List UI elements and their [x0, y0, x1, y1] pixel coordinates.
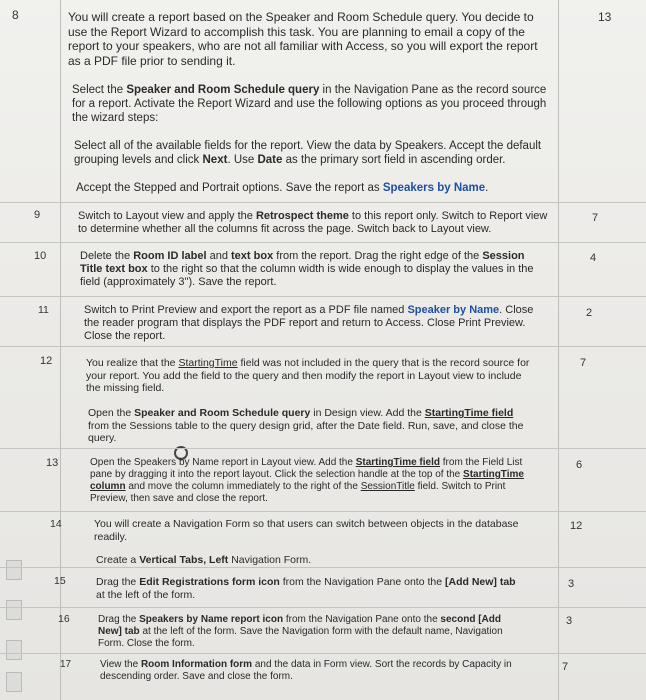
paragraph: Select the Speaker and Room Schedule query in the Navigation Pane as the record source for a report. Activate the Report Wizard and use the following options as you proceed through the wizard steps:: [72, 84, 547, 124]
step-number: 8: [12, 8, 19, 22]
step-number: 14: [50, 518, 62, 530]
step-text: [94, 518, 524, 551]
step-text: Delete the Room ID label and text box from the report. Drag the right edge of the Session Title text box to the right so that the column width is wide enough to display the values in the field (approximately 3"). Save the report.: [80, 250, 534, 288]
table-row-15: [0, 568, 646, 608]
points-value: 6: [576, 459, 583, 471]
table-row-12: [0, 347, 646, 449]
step-number: 17: [60, 659, 72, 670]
table-row-8: [0, 0, 646, 203]
step-text: Drag the Edit Registrations form icon from the Navigation Pane onto the [Add New] tab at the left of the form.: [96, 576, 516, 601]
table-row-17: [0, 654, 646, 700]
paragraph: You realize that the StartingTime field was not included in the query that is the record source for your report. You add the field to the query and then modify the report in Layout view to include the missing field.: [86, 357, 530, 394]
step-number: 10: [34, 250, 47, 262]
step-text: Switch to Layout view and apply the Retrospect theme to this report only. Switch to Report view to determine whether all the columns fit across the page. Switch back to Layout view.: [78, 210, 548, 235]
paragraph: You will create a Navigation Form so that users can switch between objects in the database readily.: [94, 518, 519, 543]
table-row-14: [0, 512, 646, 568]
table-row-13: [0, 449, 646, 512]
points-value: 7: [592, 212, 599, 224]
step-text: [76, 181, 554, 203]
step-text: [68, 10, 552, 79]
points-value: 7: [562, 661, 569, 673]
step-number: 15: [54, 575, 66, 587]
step-text: [88, 407, 528, 453]
step-text: Open the Speakers by Name report in Layout view. Add the StartingTime field from the Field List pane by dragging it into the report layout. Click the selection handle at the top of the StartingTime column and move the column immediately to the right of the SessionTitle field. Switch to Print Preview, then save and close the report.: [90, 457, 524, 504]
step-number: 16: [58, 613, 70, 625]
paragraph: Select all of the available fields for the report. View the data by Speakers. Accept the default grouping levels and click Next. Use Date as the primary sort field in ascending order.: [74, 140, 542, 166]
points-value: 12: [570, 520, 583, 532]
points-value: 4: [590, 252, 597, 264]
table-row-10: [0, 243, 646, 297]
points-value: 7: [580, 357, 587, 369]
step-number: 9: [34, 209, 41, 221]
table-row-9: [0, 203, 646, 243]
step-text: [72, 83, 554, 133]
step-text: Drag the Speakers by Name report icon from the Navigation Pane onto the second [Add New] tab at the left of the form. Save the Navigation form with the default name, Navigation Form. Close the form.: [98, 614, 503, 649]
step-text: View the Room Information form and the data in Form view. Sort the records by Capacity in descending order. Save and close the form.: [100, 659, 512, 682]
step-number: 12: [40, 355, 53, 367]
step-number: 13: [46, 457, 59, 469]
points-value: 3: [568, 578, 575, 590]
paragraph: Open the Speaker and Room Schedule query in Design view. Add the StartingTime field from the Sessions table to the query design grid, after the Date field. Run, save, and close the query.: [88, 407, 524, 444]
step-text: Switch to Print Preview and export the report as a PDF file named Speaker by Name. Close the reader program that displays the PDF report and return to Access. Close Print Preview. Close the report.: [84, 304, 534, 342]
table-row-16: [0, 608, 646, 654]
step-number: 11: [38, 304, 49, 316]
table-row-11: [0, 297, 646, 347]
points-value: 13: [598, 10, 612, 24]
paragraph: You will create a report based on the Speaker and Room Schedule query. You decide to use the Report Wizard to accomplish this task. You are planning to email a copy of the report to your speakers, who are not all familiar with Access, so you will export the report as a PDF file prior to sending it.: [68, 10, 538, 68]
paragraph: Accept the Stepped and Portrait options. Save the report as Speakers by Name.: [76, 182, 489, 194]
step-text: [86, 357, 536, 403]
step-text: [74, 139, 554, 175]
paragraph: Create a Vertical Tabs, Left Navigation Form.: [96, 554, 312, 566]
points-value: 2: [586, 307, 593, 319]
points-value: 3: [566, 615, 573, 627]
